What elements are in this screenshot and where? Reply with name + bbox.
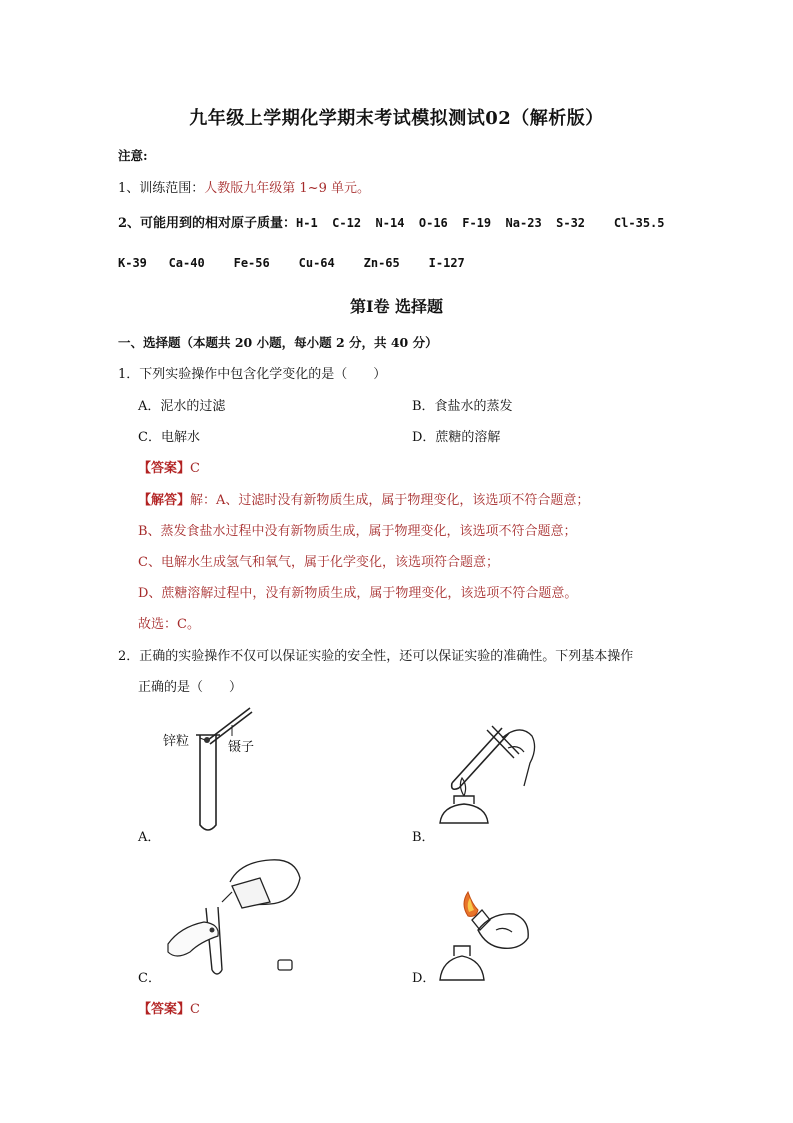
q2-option-d-label: D．: [412, 971, 436, 986]
q2-stem-line-1: 2．正确的实验操作不仅可以保证实验的安全性，还可以保证实验的准确性。下列基本操作: [118, 649, 634, 664]
notice-item-2-prefix: 2、可能用到的相对原子质量：: [118, 216, 297, 231]
part-heading: 一、选择题（本题共 20 小题，每小题 2 分，共 40 分）: [118, 335, 438, 350]
section-title: 第Ⅰ卷 选择题: [349, 297, 444, 316]
q1-analysis-1: [138, 489, 589, 508]
q1-option-b: B．食盐水的蒸发: [412, 399, 513, 414]
q1-option-c: C．电解水: [138, 430, 200, 445]
q2-stem-line-2: 正确的是（ ）: [138, 680, 243, 695]
q1-option-d: D．蔗糖的溶解: [412, 430, 501, 445]
q1-analysis-line-1: 解：A、过滤时没有新物质生成，属于物理变化，该选项不符合题意；: [190, 493, 590, 508]
q1-answer: [138, 457, 200, 476]
notice-item-1: [118, 177, 370, 196]
q1-analysis-line-3: C、电解水生成氢气和氧气，属于化学变化，该选项符合题意；: [138, 555, 499, 570]
notice-label: 注意:: [118, 148, 148, 163]
page-title: 九年级上学期化学期末考试模拟测试02（解析版）: [189, 108, 604, 129]
q2-answer: [138, 998, 200, 1017]
q2-answer-tag: 【答案】: [138, 1002, 191, 1017]
q1-stem: 1．下列实验操作中包含化学变化的是（ ）: [118, 367, 387, 382]
q2-answer-value: C: [190, 1002, 200, 1017]
figure-a-test-tube-tweezers: [160, 700, 280, 840]
notice-item-1-body: 人教版九年级第 1~9 单元。: [204, 181, 370, 196]
q1-analysis-line-2: B、蒸发食盐水过程中没有新物质生成，属于物理变化，该选项不符合题意；: [138, 524, 577, 539]
atomic-masses-line-1: H-1 C-12 N-14 O-16 F-19 Na-23 S-32 Cl-35.5: [296, 216, 665, 230]
q1-conclusion: 故选：C。: [138, 617, 200, 632]
figure-d-lighting-alcohol-lamp: [432, 890, 542, 990]
q1-answer-tag: 【答案】: [138, 461, 191, 476]
label-zinc: 锌粒: [163, 734, 190, 749]
label-tweezers: 镊子: [228, 740, 255, 755]
q1-option-a: A．泥水的过滤: [138, 399, 226, 414]
q2-option-b-label: B．: [412, 830, 435, 845]
q1-analysis-tag: 【解答】: [138, 493, 191, 508]
q1-analysis-line-4: D、蔗糖溶解过程中，没有新物质生成，属于物理变化，该选项不符合题意。: [138, 586, 578, 601]
notice-item-1-prefix: 1、训练范围：: [118, 181, 205, 196]
atomic-masses-line-2: K-39 Ca-40 Fe-56 Cu-64 Zn-65 I-127: [118, 256, 465, 270]
notice-item-2: [118, 212, 665, 231]
q2-option-a-label: A．: [138, 830, 161, 845]
q1-answer-value: C: [190, 461, 200, 476]
figure-c-pouring-liquid: [160, 852, 310, 982]
q2-option-c-label: C．: [138, 971, 161, 986]
bottle-stopper: [278, 960, 292, 970]
figure-b-heating-test-tube: [432, 708, 542, 838]
